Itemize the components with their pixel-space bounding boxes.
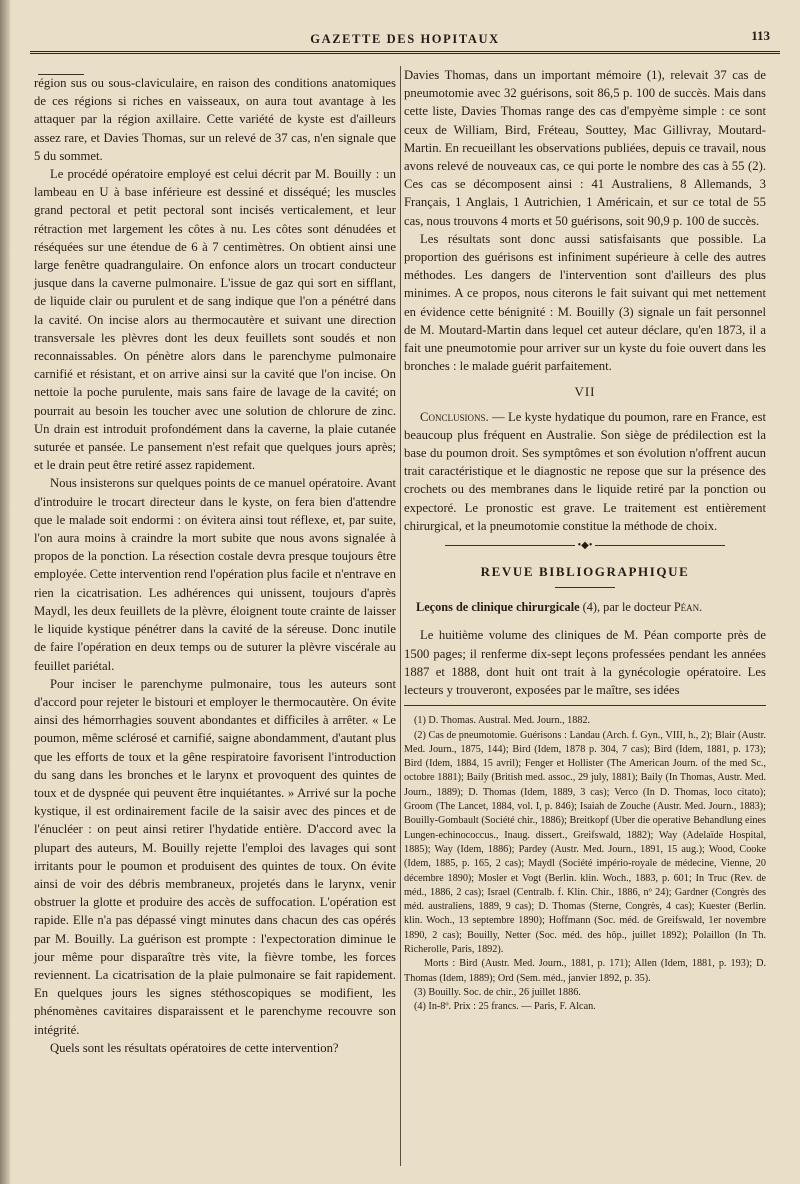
ornament-rule (595, 545, 725, 546)
title-rule (555, 587, 615, 588)
footnotes (404, 714, 766, 1014)
section-ornament (404, 539, 766, 553)
left-paragraph: Nous insisterons sur quelques points de ce manuel opératoire. Avant d'introduire le trocart directeur dans le kyste, on fera bien d'attendre que le malade soit endormi : on évitera ainsi tout réflexe, et, par suite, l'on aura moins à craindre la mort subite que nous avons signalée à propos de la ponction. La résection costale devra presque toujours être employée. Cette intervention rend l'opération plus facile et n'entrave en rien la cicatrisation. Les adhérences qui unissent, toujours d'après Maydl, les deux feuillets de la plèvre, éloignent toute crainte de laisser le liquide kystique pénétrer dans la cavité de la séreuse. Donc inutile de faire l'opération en deux temps ou de suturer la plèvre viscérale au feuillet pariétal. (34, 476, 396, 673)
footnote-1: (1) D. Thomas. Austral. Med. Journ., 1882. (414, 715, 591, 727)
left-paragraph: région sus ou sous-claviculaire, en raison des conditions anatomiques de ces régions si riches en vaisseaux, on aura tout avantage à les attaquer par la région axillaire. Cette variété de kyste est d'ailleurs assez rare, et Davies Thomas, sur un relevé de 37 cas, n'en signale que 5 du sommet. (34, 76, 396, 163)
review-paragraph: Le huitième volume des cliniques de M. Péan comporte près de 1500 pages; il renferme dix-sept leçons professées pendant les années 1887 et 1888, dont huit ont trait à la gynécologie opératoire. Les lecteurs y trouveront, exposées par le maître, ses idées (404, 628, 766, 698)
left-column (34, 74, 396, 1057)
right-paragraph: Davies Thomas, dans un important mémoire (1), relevait 37 cas de pneumotomie avec 32 guérisons, soit 86,5 p. 100 de succès. Mais dans cette liste, Davies Thomas range des cas d'empyème simple : ce sont ceux de William, Bird, Fréteau, Souttey, Mac Gillivray, Moutard-Martin. En recueillant les observations publiées, depuis ce travail, nous avons relevé de nouveaux cas, ce qui porte le nombre des cas à 55 (2). Ces cas se décomposent ainsi : 41 Australiens, 8 Allemands, 3 Français, 1 Anglais, 1 Autrichien, 1 Américain, et sur ce total de 55 cas, nous trouvons 4 morts et 50 guérisons, soit 90,9 p. 100 de succès. (404, 68, 766, 228)
header-rule (30, 51, 780, 54)
review-heading (404, 598, 766, 616)
page-header (30, 22, 780, 56)
book-title: Leçons de clinique chirurgicale (416, 600, 580, 615)
book-note-ref: (4), par le docteur (579, 600, 674, 615)
conclusions-text: — Le kyste hydatique du poumon, rare en France, est beaucoup plus fréquent en Australie. Son siège de prédilection est la base du poumon droit. Ses symptômes et son évolution n'offrent aucun trait caractéristique et le diagnostic ne repose que sur la présence des crochets ou des membranes dans le liquide retiré par la ponction ou expectoré. Le pronostic est grave. Le traitement est entièrement chirurgical, et la pneumotomie constitue la méthode de choix. (404, 409, 766, 533)
page-number: 113 (751, 28, 770, 43)
right-column (404, 66, 766, 1015)
ornament-glyph: •◆• (577, 540, 593, 552)
footnote-3: (3) Bouilly. Soc. de chir., 26 juillet 1886. (414, 986, 581, 998)
column-divider (400, 66, 401, 1166)
footnotes-rule (404, 705, 766, 706)
footnote-4: (4) In-8º. Prix : 25 francs. — Paris, F. Alcan. (414, 1001, 596, 1013)
ornament-rule (445, 545, 575, 546)
binding-edge (0, 0, 10, 1184)
left-paragraph: Quels sont les résultats opératoires de cette intervention? (50, 1040, 339, 1055)
footnote-2: (2) Cas de pneumotomie. Guérisons : Landau (Arch. f. Gyn., VIII, h., 2); Blair (Austr. Med. Journ., 1875, 144); Bird (Idem, 1878 p. 304, 7 cas); Bird (Idem, 1881, p. 173); Bird (Idem, 1884, 15 avril); Fenger et Hollister (The American Journ. of the med Sc., octobre 1881); Baily (British med. assoc., 29 july, 1881); Baily (In Thomas, Austr. Med. Journ., 1889); D. Thomas (Idem, 1889, 3 cas); Verco (In D. Thomas, loco citato); Groom (The Lancet, 1884, vol. I, p. 846); Isaiah de Zouche (Austr. Med. Journ., 1883); Bouilly-Gombault (Société chir., 1886); Breitkopf (Uber die operative Behandlung eines Lungen-echinococcus., Inaug. dissert., Greifswald, 1882); Way (Adelaïde Hospital, 1885); Way (Idem, 1886); Pardey (Austr. Med. Journ., 1891, 15 aug.); Wood, Cooke (Idem, 1885, p. 165, 2 cas); Maydl (Société império-royale de médecine, Vienne, 20 décembre 1890); Mosler et Vogt (Berlin. klin. Woch., 1883, p. 601; In Truc (Rev. de méd., 1886, 2 cas); Israel (Centralb. f. Klin. Chir., 1886, nº 24); Gardner (Congrès des méd. australiens, 1889, 9 cas); D. Thomas (Sterne, Congrès, 4 cas); Kuester (Berlin. klin. Woch., 13 septembre 1890); Hoffmann (Soc. méd. de Greifswald, 1er novembre 1890, 2 cas); Bouilly, Netter (Soc. méd. des hôp., juillet 1892); Polaillon (In Th. Richerolle, Paris, 1892). (404, 729, 766, 956)
text-columns (30, 66, 780, 1176)
section-number: VII (574, 384, 596, 400)
right-paragraph: Les résultats sont donc aussi satisfaisants que possible. La proportion des guérisons est infiniment supérieure à celle des autres méthodes. Les dangers de l'intervention sont d'ailleurs des plus minimes. A ce propos, nous citerons le fait suivant qui met nettement en évidence cette bénignité : M. Bouilly (3) signale un fait personnel de M. Moutard-Martin dans lequel cet auteur déclare, qu'en 1873, il a fait une pneumotomie pour arriver sur un kyste du foie ouvert dans les bronches : le malade guérit parfaitement. (404, 231, 766, 374)
review-title: REVUE BIBLIOGRAPHIQUE (480, 564, 690, 580)
running-title: GAZETTE DES HOPITAUX (310, 32, 500, 46)
footnote-2-deaths: Morts : Bird (Austr. Med. Journ., 1881, p. 171); Allen (Idem, 1881, p. 193); D. Thomas (Idem, 1889); Ord (Sem. méd., janvier 1892, p. 35). (404, 958, 766, 984)
conclusions-label: Conclusions. (420, 409, 489, 424)
left-paragraph: Le procédé opératoire employé est celui décrit par M. Bouilly : un lambeau en U à base inférieure est dessiné et disséqué; les muscles grand pectoral et petit pectoral sont incisés verticalement, et leur rétraction met largement les côtes à nu. Les côtes sont dénudées et réséquées sur une étendue de 6 à 7 centimètres. On obtient ainsi une large fenêtre quadrangulaire. On enfonce alors un trocart conducteur jusque dans la caverne pulmonaire. L'issue de gaz qui sort en sifflant, de liquide clair ou purulent et de sang indique que l'on a pénétré dans la cavité. On incise alors au thermocautère et suivant une direction transversale les plèvres dont les deux feuillets sont soudés et non reconnaissables. On pénètre alors dans le parenchyme pulmonaire carnifié et résistant, et on arrive ainsi sur la cavité que l'on incise. On nettoie la poche purulente, mais sans faire de lavage de la cavité; on pourrait au besoin les toucher avec une solution de chlorure de zinc. Un drain est introduit profondément dans la caverne, la plaie cutanée suturée et pansée. Le pansement n'est refait que quelques jours après; et le drain peut être retiré assez rapidement. (34, 167, 396, 473)
conclusions-paragraph (404, 408, 766, 535)
book-author: Péan. (673, 600, 703, 615)
left-paragraph: Pour inciser le parenchyme pulmonaire, tous les auteurs sont d'accord pour rejeter le bistouri et employer le thermocautère. On évite ainsi des hémorrhagies souvent abondantes et difficiles à arrêter. « Le poumon, même sclérosé et carnifié, saigne abondamment, d'autant plus que les efforts de toux et la gêne respiratoire favorisent l'introduction du sang dans les bronches et le larynx et provoquent des quintes de toux et de dyspnée qui peuvent être inquiétantes. » Arrivé sur la poche kystique, il est ordinairement facile de la saisir avec des pinces et de l'énucléer : on peut ainsi retirer l'hydatide entière. D'accord avec la plupart des auteurs, M. Bouilly rejette l'emploi des lavages qui sont irritants pour le poumon et produisent des quintes de toux. On évite ainsi de voir des débris membraneux, projetés dans le larynx, venir obstruer la glotte et produire des accès de suffocation. L'opération est rapide. Elle n'a pas dépassé vingt minutes dans chacun des cas opérés par M. Bouilly. La guérison est prompte : l'expectoration diminue le jour même pour disparaître très vite, la fièvre tombe, les forces reviennent. La cicatrisation de la plaie pulmonaire se fait rapidement. En quelques jours les signes stéthoscopiques se modifient, les phénomènes cavitaires disparaissent et le parenchyme recouvre son intégrité. (34, 676, 396, 1037)
column-top-rule (38, 74, 84, 75)
